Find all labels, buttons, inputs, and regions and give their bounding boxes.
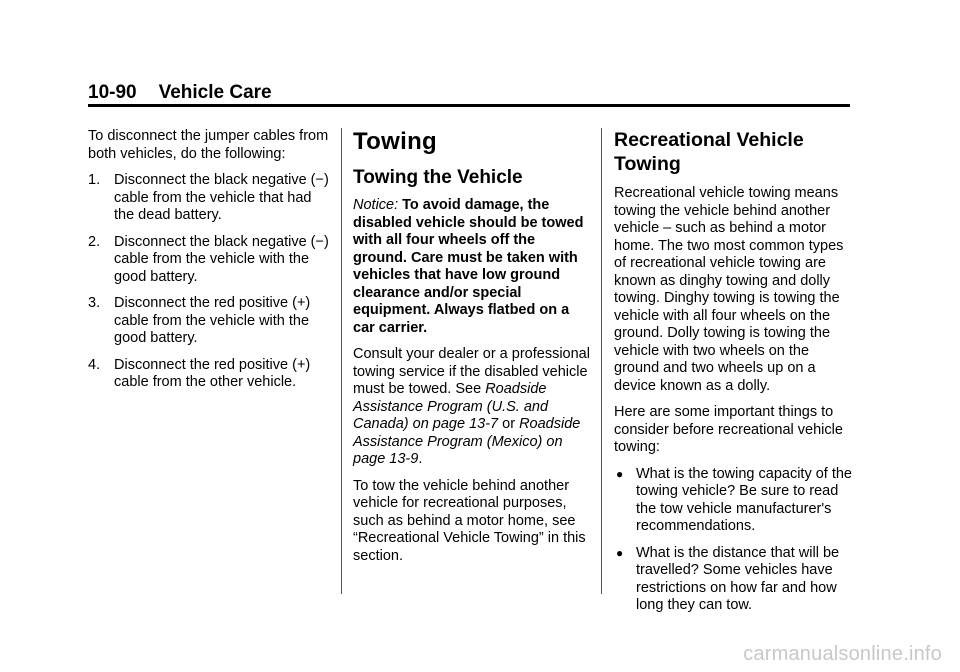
column-right: [614, 128, 858, 624]
step-text: Disconnect the black negative (−) cable from the vehicle that had the dead battery.: [114, 172, 329, 223]
considerations-intro-paragraph: Here are some important things to consider before recreational vehicle towing:: [614, 404, 843, 455]
list-item: [614, 466, 858, 536]
towing-heading: Towing: [353, 128, 437, 155]
list-item: [88, 234, 332, 287]
considerations-list: [614, 466, 858, 615]
header-rule: [88, 104, 850, 107]
list-item: [88, 357, 332, 392]
consult-text: Consult your dealer or a professional towing service if the disabled vehicle must be towed. See: [353, 346, 590, 397]
section-title: Vehicle Care: [158, 82, 272, 103]
page-header: [88, 82, 272, 104]
step-number: 3.: [88, 295, 101, 311]
bullet-icon: ●: [616, 466, 624, 481]
bullet-text: What is the distance that will be travelled? Some vehicles have restrictions on how far and how long they can tow.: [636, 544, 840, 613]
step-text: Disconnect the red positive (+) cable from the vehicle with the good battery.: [114, 295, 311, 346]
column-divider-right: [601, 128, 602, 594]
list-item: [614, 545, 858, 615]
recreational-vehicle-towing-heading: [614, 128, 858, 176]
step-text: Disconnect the black negative (−) cable from the vehicle with the good battery.: [114, 233, 329, 285]
column-divider-left: [341, 128, 342, 594]
towing-the-vehicle-subheading: Towing the Vehicle: [353, 167, 523, 188]
list-item: [88, 172, 332, 225]
intro-paragraph: To disconnect the jumper cables from both vehicles, do the following:: [88, 128, 329, 162]
roadside-us-canada-reference[interactable]: Roadside Assistance Program (U.S. and Canada) on page 13-7: [353, 381, 549, 432]
page-number: 10-90: [88, 82, 137, 103]
step-text: Disconnect the red positive (+) cable from the other vehicle.: [114, 356, 311, 390]
consult-end-text: .: [418, 451, 423, 467]
notice-text: To avoid damage, the disabled vehicle should be towed with all four wheels off the ground. Care must be taken with vehicles that have low ground clearance and/or special equipment. Always flatbed on a car carrier.: [353, 197, 584, 336]
roadside-mexico-reference[interactable]: Roadside Assistance Program (Mexico) on page 13-9: [353, 416, 581, 467]
consult-paragraph: [353, 346, 591, 469]
step-number: 4.: [88, 356, 101, 373]
notice-label: Notice:: [353, 197, 399, 213]
notice-paragraph: [353, 197, 591, 337]
step-number: 2.: [88, 233, 101, 250]
recreational-reference-paragraph: To tow the vehicle behind another vehicle for recreational purposes, such as behind a motor home, see “Recreational Vehicle Towing” in this section.: [353, 477, 586, 564]
heading-line-2: Towing: [614, 153, 681, 175]
disconnect-steps-list: [88, 172, 332, 392]
column-middle: [353, 128, 591, 574]
consult-or-text: or: [498, 416, 520, 432]
watermark: carmanualsonline.info: [743, 643, 942, 665]
bullet-text: What is the towing capacity of the towing vehicle? Be sure to read the tow vehicle manufacturer's recommendations.: [636, 465, 852, 534]
recreational-description-paragraph: Recreational vehicle towing means towing the vehicle behind another vehicle – such as behind a motor home. The two most common types of recreational vehicle towing are known as dinghy towing and dolly towing. Dinghy towing is towing the vehicle with all four wheels on the ground. Dolly towing is towing the vehicle with two wheels on the ground and two wheels up on a device known as a dolly.: [614, 185, 844, 394]
bullet-icon: ●: [616, 545, 624, 560]
column-left: [88, 128, 332, 401]
step-number: 1.: [88, 172, 101, 188]
list-item: [88, 295, 332, 348]
heading-line-1: Recreational Vehicle: [614, 129, 804, 151]
